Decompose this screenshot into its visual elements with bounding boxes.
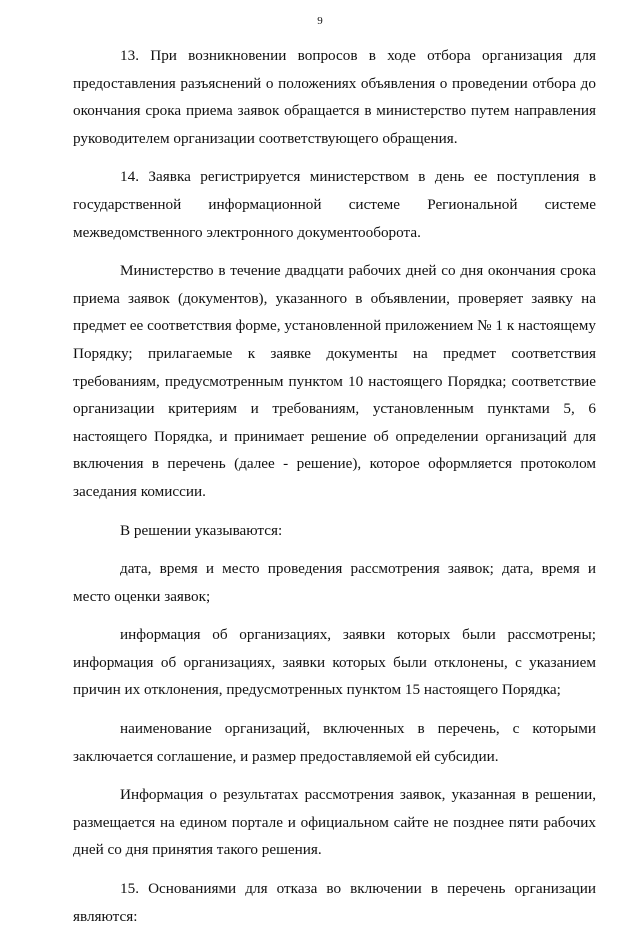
document-body [73, 42, 596, 930]
paragraph-results-publication: Информация о результатах рассмотрения заявок, указанная в решении, размещается на едином портале и официальном сайте не позднее пяти рабочих дней со дня принятия такого решения. [73, 786, 596, 859]
paragraph-decision-contents-intro: В решении указываются: [120, 521, 283, 539]
paragraph-decision-item-subsidy: наименование организаций, включенных в перечень, с которыми заключается соглашение, и размер предоставляемой ей субсидии. [73, 720, 596, 765]
page-number: 9 [317, 15, 323, 27]
paragraph-14-application-registration: 14. Заявка регистрируется министерством в день ее поступления в государственной информационной системе Региональной системе межведомственного электронного документооборота. [73, 168, 596, 241]
paragraph-ministry-review: Министерство в течение двадцати рабочих дней со дня окончания срока приема заявок (документов), указанного в объявлении, проверяет заявку на предмет ее соответствия форме, установленной приложением № 1 к настоящему Порядку; прилагаемые к заявке документы на предмет соответствия требованиям, предусмотренным пунктом 10 настоящего Порядка; соответствие организации критериям и требованиям, установленным пунктами 5, 6 настоящего Порядка, и принимает решение об определении организаций для включения в перечень (далее - решение), которое оформляется протоколом заседания комиссии. [73, 262, 596, 500]
paragraph-decision-item-dates: дата, время и место проведения рассмотрения заявок; дата, время и место оценки заявок; [73, 560, 596, 605]
paragraph-decision-item-organizations: информация об организациях, заявки которых были рассмотрены; информация об организациях, заявки которых были отклонены, с указанием причин их отклонения, предусмотренных пунктом 15 настоящего Порядка; [73, 626, 596, 699]
paragraph-13-clarification-requests: 13. При возникновении вопросов в ходе отбора организация для предоставления разъяснений о положениях объявления о проведении отбора до окончания срока приема заявок обращается в министерство путем направления руководителем организации соответствующего обращения. [73, 47, 596, 147]
paragraph-15-refusal-grounds: 15. Основаниями для отказа во включении в перечень организации являются: [73, 880, 596, 925]
